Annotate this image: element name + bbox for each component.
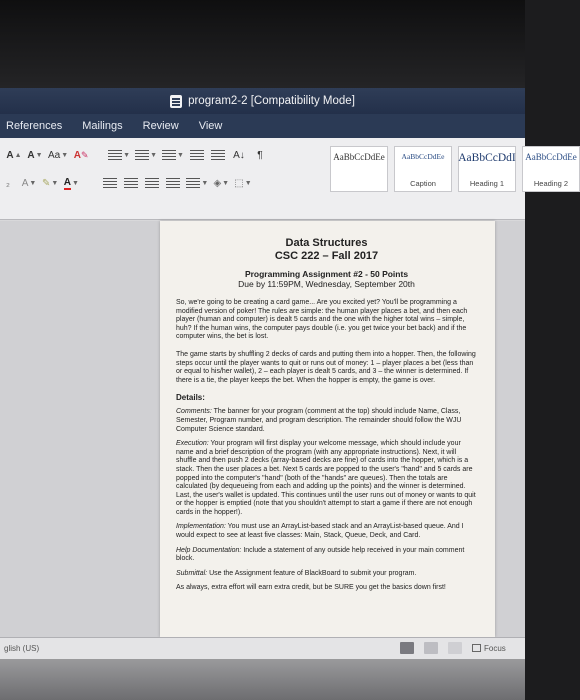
ribbon-row-2	[0, 174, 257, 192]
doc-due-date: Due by 11:59PM, Wednesday, September 20th	[238, 279, 415, 289]
align-left-icon	[103, 178, 117, 189]
grow-font-button[interactable]: A ▲	[6, 149, 22, 161]
justify-button[interactable]	[165, 174, 181, 192]
style-caption[interactable]: AaBbCcDdEe Caption	[394, 146, 452, 192]
doc-details-heading: Details:	[176, 393, 205, 403]
focus-button[interactable]: Focus	[472, 644, 506, 653]
style-heading-1[interactable]: AaBbCcDdI Heading 1	[458, 146, 516, 192]
doc-implementation-paragraph: Implementation: You must use an ArrayList-based stack and an ArrayList-based queue. And I would expect to see at least five classes: Main, Stack, Queue, Deck, and Card.	[176, 523, 464, 540]
document-icon	[170, 95, 182, 108]
document-canvas[interactable]	[0, 221, 525, 637]
font-color-button[interactable]: A ▼	[63, 176, 79, 188]
doc-help-paragraph: Help Documentation: Include a statement of any outside help received in your main comment block.	[176, 546, 465, 563]
word-window	[0, 88, 577, 700]
bullets-button[interactable]: ▼	[108, 146, 130, 164]
doc-assignment: Programming Assignment #2 - 50 Points	[244, 269, 409, 279]
doc-rules-paragraph: The game starts by shuffling 2 decks of cards and putting them into a hopper. Then, the following steps occur until the player wants to quit or runs out of money: 1 – player places a bet (less than or equal to his/her wallet), 2 – each player is dealt 5 cards, and 3 – the winner is determined. If there is a tie, the player keeps the bet. When the hopper is empty, the game is over.	[176, 350, 476, 384]
justify-icon	[166, 178, 180, 189]
monitor-bottom-bezel	[0, 659, 525, 700]
web-layout-button[interactable]	[424, 642, 438, 654]
focus-icon	[472, 644, 481, 652]
ribbon-row-1	[6, 146, 273, 164]
align-right-icon	[145, 178, 159, 189]
increase-indent-icon	[211, 150, 225, 161]
sort-button[interactable]: A↓	[233, 149, 245, 161]
doc-closing-paragraph: As always, extra effort will earn extra credit, but be SURE you get the basics down first!	[176, 584, 446, 592]
decrease-indent-icon	[190, 150, 204, 161]
shrink-font-button[interactable]: A ▼	[27, 149, 43, 161]
doc-course: CSC 222 – Fall 2017	[274, 250, 379, 262]
view-buttons	[400, 642, 506, 654]
doc-intro-paragraph: So, we're going to be creating a card game... Are you excited yet? You'll be programming a modified version of poker! The rules are simple: the human player places a bet, and then each player (human and computer) is dealt 5 cards and the one with the higher total wins – simple, huh? If the human wins, the computer pays double (i.e. you get twice your bet back) and if the computer wins, the bet is lost.	[176, 299, 468, 341]
align-center-icon	[124, 178, 138, 189]
ribbon-tab-bar	[0, 114, 525, 138]
show-formatting-button[interactable]: ¶	[257, 149, 263, 161]
shading-button[interactable]: ◈ ▼	[213, 177, 230, 189]
clear-formatting-button[interactable]: A ✎	[73, 149, 89, 161]
text-effects-button[interactable]: A ▼	[21, 177, 37, 189]
window-title: program2-2 [Compatibility Mode]	[188, 95, 355, 107]
multilevel-list-icon	[162, 150, 176, 161]
numbering-button[interactable]: ▼	[135, 146, 157, 164]
style-heading-2[interactable]: AaBbCcDdEe Heading 2	[522, 146, 580, 192]
styles-gallery	[330, 146, 580, 192]
tab-mailings[interactable]: Mailings	[82, 120, 123, 132]
change-case-button[interactable]: Aa ▼	[48, 149, 69, 161]
align-left-button[interactable]	[102, 174, 118, 192]
tab-view[interactable]: View	[198, 120, 223, 132]
multilevel-list-button[interactable]: ▼	[162, 146, 184, 164]
outline-view-button[interactable]	[448, 642, 462, 654]
doc-execution-paragraph: Execution: Your program will first display your welcome message, which should include your name and a brief description of the program (with any appropriate instructions). Next, it will shuffle and then push 2 decks (array-based decks are fine) of cards into the hopper, which is a stack. Then the user places a bet. Next 5 cards are popped to the user's "hand" and 5 cards are popped into the computer's "hand" (both of the "hands" are queues). Then the totals are calculated (by dequeueing from each and adding up the points) and the winner is determined. Last, the user's wallet is updated. This continues until the user runs out of money or wants to quit or the hopper is emptied (note that you shouldn't attempt to start a game if there are not enough cards in the hopper!).	[176, 440, 476, 516]
status-bar	[0, 637, 525, 659]
style-no-spacing[interactable]: AaBbCcDdEe	[330, 146, 388, 192]
borders-button[interactable]: ⬚ ▼	[234, 177, 252, 189]
clear-formatting-icon: A	[73, 149, 82, 161]
doc-comments-paragraph: Comments: The banner for your program (comment at the top) should include Name, Class, Semester, Program number, and program description. The remainder should follow the WJU Computer Science standard.	[176, 408, 462, 433]
line-spacing-button[interactable]: ▼	[186, 174, 208, 192]
subscript-button[interactable]: ₂	[6, 177, 10, 189]
tab-references[interactable]: References	[6, 120, 63, 132]
decrease-indent-button[interactable]	[189, 146, 205, 164]
line-spacing-icon	[186, 178, 200, 189]
ribbon-toolbar	[0, 138, 577, 220]
tab-review[interactable]: Review	[142, 120, 179, 132]
increase-indent-button[interactable]	[210, 146, 226, 164]
numbering-icon	[135, 150, 149, 161]
monitor-bezel	[0, 0, 525, 88]
align-right-button[interactable]	[144, 174, 160, 192]
print-layout-button[interactable]	[400, 642, 414, 654]
language-status[interactable]: glish (US)	[4, 644, 40, 653]
align-center-button[interactable]	[123, 174, 139, 192]
highlight-button[interactable]: ✎ ▼	[42, 177, 59, 189]
doc-submittal-paragraph: Submittal: Use the Assignment feature of BlackBoard to submit your program.	[176, 569, 417, 577]
document-page[interactable]	[160, 221, 495, 637]
bullets-icon	[108, 150, 122, 161]
doc-title: Data Structures	[285, 237, 368, 249]
title-bar	[0, 88, 525, 114]
